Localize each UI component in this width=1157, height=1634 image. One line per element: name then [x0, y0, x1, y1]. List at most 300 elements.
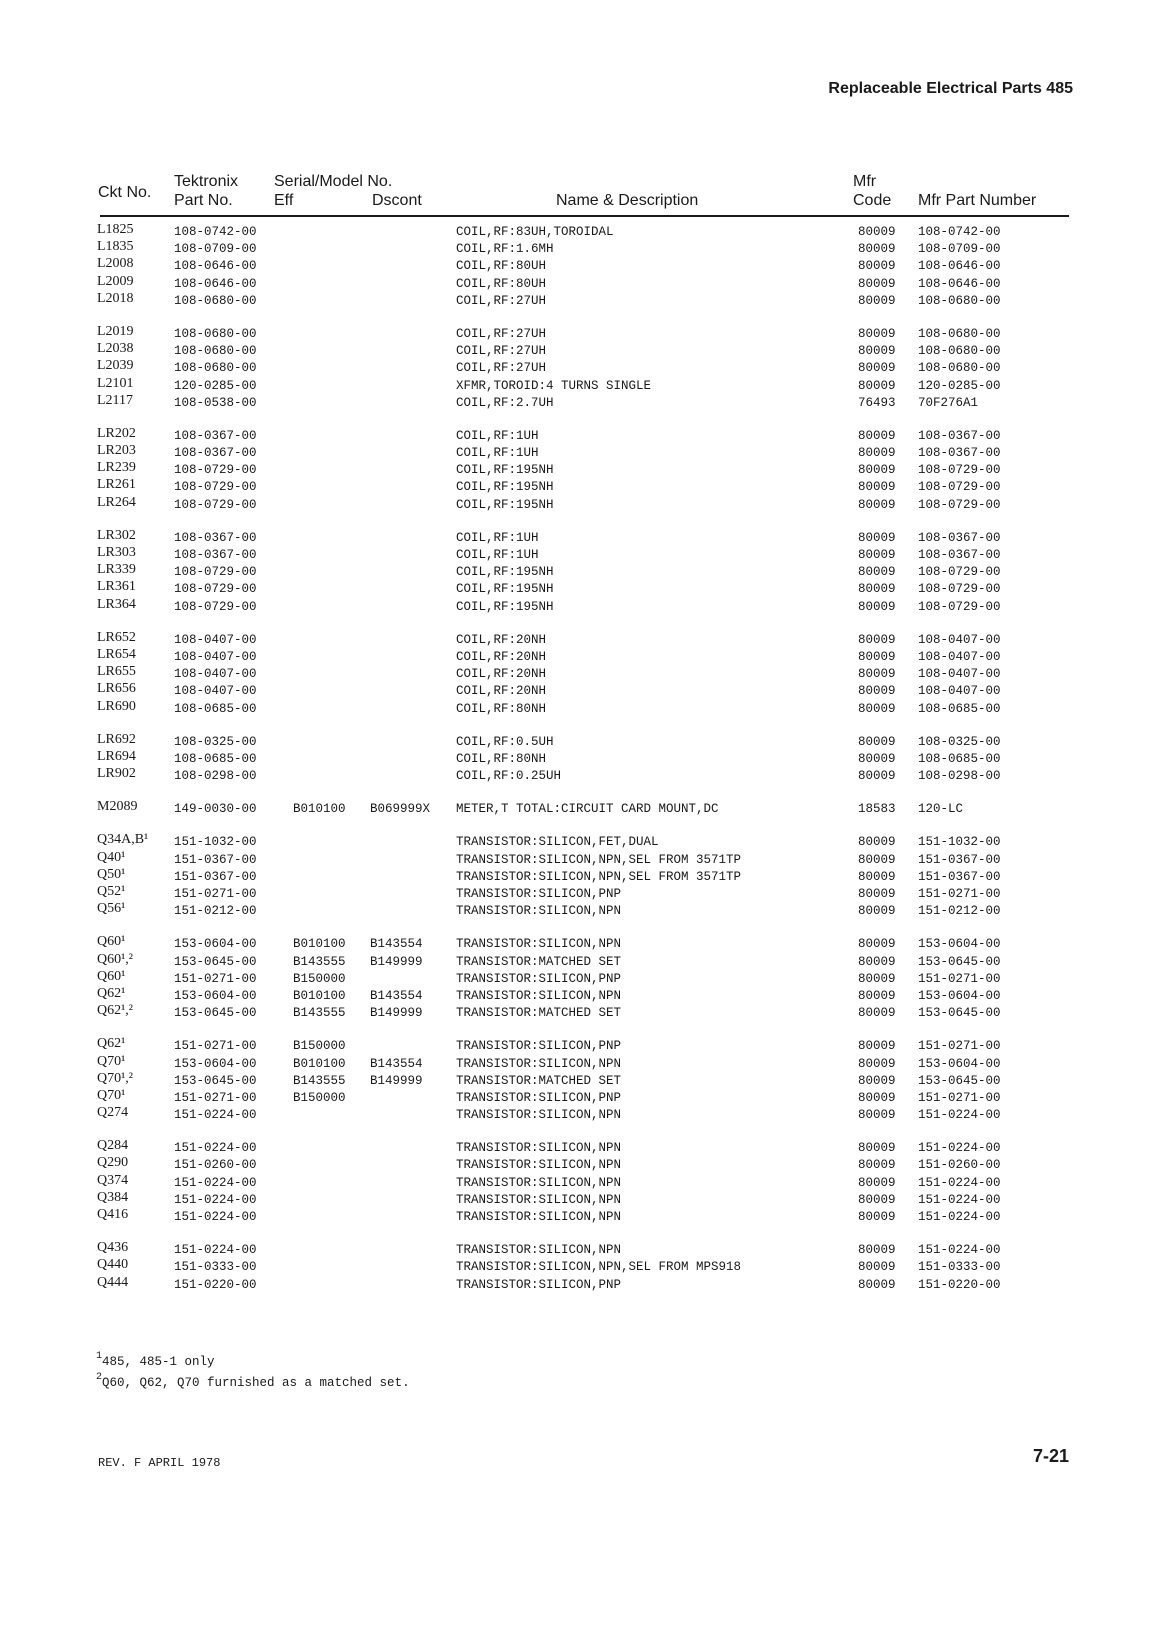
- cell-name-description: TRANSISTOR:MATCHED SET: [456, 954, 622, 969]
- parts-group: [0, 731, 1157, 786]
- parts-group: [0, 834, 1157, 920]
- cell-name-description: TRANSISTOR:SILICON,NPN,SEL FROM 3571TP: [456, 869, 742, 884]
- parts-group: [0, 224, 1157, 310]
- cell-mfr-part-number: 108-0367-00: [918, 548, 1001, 562]
- cell-name-description: COIL,RF:195NH: [456, 565, 554, 580]
- cell-serial-eff: B010100: [293, 1056, 346, 1071]
- cell-name-description: TRANSISTOR:SILICON,NPN: [456, 1108, 622, 1123]
- cell-mfr-part-number: 151-0260-00: [918, 1158, 1001, 1173]
- cell-mfr-code: 80009: [858, 1039, 896, 1054]
- cell-name-description: TRANSISTOR:SILICON,NPN: [456, 1158, 622, 1173]
- table-row: [0, 629, 1157, 649]
- cell-ckt-no: Q60¹: [97, 934, 126, 950]
- cell-ckt-no: Q436: [97, 1240, 129, 1256]
- cell-tek-part-no: 151-0224-00: [174, 1192, 257, 1207]
- table-row: [0, 360, 1157, 377]
- cell-tek-part-no: 151-0224-00: [174, 1141, 257, 1156]
- cell-mfr-code: 80009: [858, 904, 896, 919]
- table-row: [0, 985, 1157, 1005]
- cell-mfr-part-number: 153-0604-00: [918, 988, 1001, 1003]
- cell-name-description: TRANSISTOR:SILICON,PNP: [456, 971, 622, 986]
- cell-mfr-part-number: 151-0224-00: [918, 1141, 1001, 1156]
- cell-tek-part-no: 108-0407-00: [174, 632, 257, 647]
- table-row: [0, 748, 1157, 768]
- cell-name-description: COIL,RF:80UH: [456, 259, 547, 274]
- cell-tek-part-no: 108-0325-00: [174, 734, 257, 749]
- table-row: [0, 866, 1157, 886]
- cell-mfr-part-number: 108-0407-00: [918, 649, 1001, 664]
- cell-serial-dscont: B069999X: [370, 802, 431, 817]
- table-row: [0, 951, 1157, 971]
- parts-group: [0, 1038, 1157, 1124]
- cell-name-description: TRANSISTOR:SILICON,NPN: [456, 1192, 622, 1207]
- cell-serial-dscont: B143554: [370, 988, 423, 1003]
- cell-tek-part-no: 108-0680-00: [174, 361, 257, 376]
- cell-mfr-part-number: 108-0729-00: [918, 480, 1001, 495]
- cell-ckt-no: Q374: [97, 1172, 129, 1188]
- cell-mfr-code: 80009: [858, 684, 896, 699]
- cell-mfr-code: 80009: [858, 361, 896, 376]
- cell-tek-part-no: 108-0729-00: [174, 497, 257, 512]
- cell-name-description: COIL,RF:1UH: [456, 446, 539, 461]
- cell-mfr-code: 80009: [858, 1108, 896, 1123]
- cell-mfr-code: 76493: [858, 395, 896, 410]
- col-part-no: Part No.: [174, 192, 233, 209]
- cell-ckt-no: LR202: [97, 425, 136, 441]
- cell-mfr-part-number: 151-0224-00: [918, 1108, 1001, 1123]
- cell-mfr-part-number: 151-0224-00: [918, 1243, 1001, 1258]
- cell-tek-part-no: 108-0407-00: [174, 684, 257, 699]
- cell-mfr-part-number: 108-0685-00: [918, 751, 1001, 766]
- cell-mfr-part-number: 153-0645-00: [918, 1073, 1001, 1088]
- cell-ckt-no: Q62¹: [97, 985, 126, 1001]
- cell-serial-dscont: B143554: [370, 1056, 423, 1071]
- col-ckt-no: Ckt No.: [98, 184, 152, 201]
- parts-group: [0, 425, 1157, 514]
- cell-mfr-part-number: 108-0680-00: [918, 344, 1001, 359]
- table-row: [0, 494, 1157, 514]
- cell-ckt-no: Q284: [97, 1138, 129, 1154]
- cell-ckt-no: Q52¹: [97, 884, 126, 899]
- table-row: [0, 1157, 1157, 1174]
- cell-mfr-code: 80009: [858, 446, 896, 461]
- cell-tek-part-no: 151-0271-00: [174, 971, 257, 986]
- table-row: [0, 1005, 1157, 1022]
- cell-mfr-code: 80009: [858, 428, 896, 443]
- cell-mfr-part-number: 108-0407-00: [918, 667, 1001, 682]
- cell-name-description: TRANSISTOR:SILICON,NPN,SEL FROM 3571TP: [456, 852, 742, 867]
- table-row: [0, 849, 1157, 869]
- cell-name-description: COIL,RF:27UH: [456, 326, 547, 341]
- cell-ckt-no: LR694: [97, 748, 136, 764]
- cell-mfr-part-number: 108-0729-00: [918, 565, 1001, 580]
- table-row: [0, 801, 1157, 818]
- cell-tek-part-no: 108-0742-00: [174, 225, 257, 239]
- cell-mfr-part-number: 108-0680-00: [918, 361, 1001, 376]
- table-row: [0, 968, 1157, 988]
- cell-tek-part-no: 108-0729-00: [174, 599, 257, 614]
- cell-tek-part-no: 153-0604-00: [174, 988, 257, 1003]
- cell-mfr-code: 80009: [858, 649, 896, 664]
- cell-name-description: COIL,RF:195NH: [456, 480, 554, 495]
- cell-name-description: TRANSISTOR:SILICON,PNP: [456, 1090, 622, 1105]
- cell-mfr-code: 80009: [858, 988, 896, 1003]
- cell-tek-part-no: 108-0367-00: [174, 428, 257, 443]
- cell-ckt-no: L2117: [97, 392, 134, 408]
- parts-group: [0, 1140, 1157, 1226]
- cell-mfr-part-number: 108-0742-00: [918, 225, 1001, 239]
- cell-name-description: XFMR,TOROID:4 TURNS SINGLE: [456, 378, 652, 393]
- cell-tek-part-no: 108-0680-00: [174, 326, 257, 341]
- cell-mfr-code: 80009: [858, 852, 896, 867]
- cell-mfr-code: 80009: [858, 1158, 896, 1173]
- cell-ckt-no: Q50¹: [97, 866, 126, 882]
- cell-mfr-code: 80009: [858, 769, 896, 784]
- cell-name-description: COIL,RF:20NH: [456, 667, 547, 682]
- cell-ckt-no: Q290: [97, 1155, 129, 1171]
- cell-ckt-no: LR364: [97, 596, 136, 612]
- cell-mfr-code: 80009: [858, 344, 896, 359]
- cell-tek-part-no: 108-0680-00: [174, 293, 257, 308]
- table-row: [0, 646, 1157, 666]
- parts-group: [0, 629, 1157, 718]
- cell-tek-part-no: 151-0367-00: [174, 852, 257, 867]
- cell-serial-eff: B150000: [293, 1090, 346, 1105]
- cell-name-description: COIL,RF:27UH: [456, 344, 547, 359]
- col-tektronix-label: Tektronix: [174, 173, 239, 190]
- cell-ckt-no: Q70¹: [97, 1087, 126, 1103]
- cell-ckt-no: Q62¹: [97, 1036, 126, 1052]
- cell-serial-eff: B150000: [293, 1039, 346, 1054]
- cell-ckt-no: LR302: [97, 527, 136, 543]
- cell-name-description: COIL,RF:195NH: [456, 599, 554, 614]
- col-serial-model: Serial/Model No.: [274, 173, 393, 190]
- parts-group: [0, 323, 1157, 412]
- table-row: [0, 343, 1157, 360]
- cell-tek-part-no: 108-0367-00: [174, 548, 257, 562]
- cell-mfr-code: 80009: [858, 1090, 896, 1105]
- cell-ckt-no: Q70¹: [97, 1053, 126, 1069]
- cell-mfr-part-number: 153-0645-00: [918, 954, 1001, 969]
- cell-ckt-no: LR692: [97, 731, 136, 747]
- cell-ckt-no: LR261: [97, 477, 136, 493]
- cell-name-description: COIL,RF:80NH: [456, 701, 547, 716]
- cell-mfr-code: 80009: [858, 326, 896, 341]
- cell-mfr-code: 80009: [858, 480, 896, 495]
- table-row: [0, 666, 1157, 683]
- cell-name-description: COIL,RF:20NH: [456, 649, 547, 664]
- cell-mfr-part-number: 108-0729-00: [918, 497, 1001, 512]
- cell-mfr-part-number: 151-0271-00: [918, 1090, 1001, 1105]
- cell-mfr-code: 80009: [858, 276, 896, 291]
- cell-mfr-part-number: 120-LC: [918, 802, 964, 817]
- table-row: [0, 1140, 1157, 1157]
- cell-tek-part-no: 149-0030-00: [174, 802, 257, 817]
- cell-mfr-code: 80009: [858, 1243, 896, 1258]
- cell-mfr-code: 80009: [858, 463, 896, 478]
- cell-ckt-no: Q384: [97, 1189, 129, 1205]
- table-row: [0, 462, 1157, 479]
- cell-name-description: COIL,RF:195NH: [456, 497, 554, 512]
- footnote-2: [96, 1371, 410, 1392]
- cell-ckt-no: Q274: [97, 1105, 129, 1121]
- revision-note: REV. F APRIL 1978: [98, 1456, 221, 1470]
- cell-mfr-code: 80009: [858, 1277, 896, 1292]
- cell-mfr-part-number: 151-0271-00: [918, 887, 1001, 901]
- cell-mfr-part-number: 108-0729-00: [918, 463, 1001, 478]
- cell-mfr-code: 80009: [858, 548, 896, 562]
- cell-tek-part-no: 153-0604-00: [174, 1056, 257, 1071]
- table-row: [0, 886, 1157, 903]
- parts-group: [0, 527, 1157, 616]
- cell-ckt-no: LR203: [97, 443, 136, 459]
- table-row: [0, 290, 1157, 310]
- cell-tek-part-no: 151-1032-00: [174, 835, 257, 850]
- table-row: [0, 1172, 1157, 1192]
- cell-ckt-no: L2038: [97, 341, 134, 357]
- table-row: [0, 392, 1157, 412]
- cell-name-description: COIL,RF:195NH: [456, 582, 554, 597]
- cell-ckt-no: L2008: [97, 256, 134, 272]
- cell-mfr-part-number: 108-0407-00: [918, 684, 1001, 699]
- cell-name-description: TRANSISTOR:SILICON,NPN: [456, 988, 622, 1003]
- cell-name-description: TRANSISTOR:SILICON,NPN: [456, 937, 622, 952]
- cell-name-description: COIL,RF:80NH: [456, 751, 547, 766]
- cell-ckt-no: LR361: [97, 579, 136, 595]
- page-number: 7-21: [1032, 1446, 1069, 1466]
- cell-ckt-no: Q40¹: [97, 849, 126, 865]
- cell-name-description: TRANSISTOR:SILICON,NPN: [456, 1175, 622, 1190]
- footnotes: [96, 1350, 410, 1392]
- cell-tek-part-no: 108-0538-00: [174, 395, 257, 410]
- cell-name-description: TRANSISTOR:SILICON,PNP: [456, 1277, 622, 1292]
- cell-ckt-no: Q34A,B¹: [97, 832, 149, 848]
- cell-mfr-code: 80009: [858, 632, 896, 647]
- cell-tek-part-no: 153-0645-00: [174, 1073, 257, 1088]
- cell-ckt-no: Q444: [97, 1274, 129, 1290]
- cell-name-description: TRANSISTOR:SILICON,FET,DUAL: [456, 835, 659, 850]
- cell-name-description: COIL,RF:83UH,TOROIDAL: [456, 225, 614, 239]
- cell-ckt-no: LR303: [97, 545, 136, 560]
- cell-tek-part-no: 108-0729-00: [174, 565, 257, 580]
- cell-tek-part-no: 151-0224-00: [174, 1108, 257, 1123]
- cell-mfr-part-number: 151-0333-00: [918, 1260, 1001, 1275]
- cell-mfr-code: 80009: [858, 751, 896, 766]
- cell-tek-part-no: 153-0645-00: [174, 1006, 257, 1021]
- cell-mfr-part-number: 151-0224-00: [918, 1175, 1001, 1190]
- cell-tek-part-no: 151-0271-00: [174, 1090, 257, 1105]
- page-header-title: Replaceable Electrical Parts 485: [828, 80, 1073, 97]
- table-row: [0, 1087, 1157, 1107]
- cell-ckt-no: M2089: [97, 799, 138, 815]
- cell-mfr-code: 80009: [858, 378, 896, 393]
- cell-tek-part-no: 108-0298-00: [174, 769, 257, 784]
- cell-name-description: TRANSISTOR:SILICON,PNP: [456, 887, 622, 901]
- table-row: [0, 1274, 1157, 1294]
- cell-name-description: COIL,RF:27UH: [456, 361, 547, 376]
- cell-mfr-part-number: 120-0285-00: [918, 378, 1001, 393]
- table-row: [0, 936, 1157, 953]
- cell-mfr-code: 80009: [858, 667, 896, 682]
- cell-name-description: COIL,RF:0.5UH: [456, 734, 554, 749]
- cell-name-description: COIL,RF:195NH: [456, 463, 554, 478]
- cell-tek-part-no: 108-0646-00: [174, 276, 257, 291]
- table-row: [0, 596, 1157, 616]
- cell-tek-part-no: 151-0367-00: [174, 869, 257, 884]
- cell-name-description: COIL,RF:80UH: [456, 276, 547, 291]
- cell-serial-dscont: B149999: [370, 1073, 423, 1088]
- footnote-2-text: Q60, Q62, Q70 furnished as a matched set.: [102, 1376, 410, 1391]
- cell-mfr-part-number: 108-0367-00: [918, 446, 1001, 461]
- cell-mfr-part-number: 70F276A1: [918, 395, 979, 410]
- cell-tek-part-no: 108-0407-00: [174, 649, 257, 664]
- cell-serial-eff: B143555: [293, 1006, 346, 1021]
- cell-mfr-code: 80009: [858, 1192, 896, 1207]
- cell-mfr-code: 80009: [858, 734, 896, 749]
- cell-mfr-code: 80009: [858, 293, 896, 308]
- cell-tek-part-no: 151-0224-00: [174, 1243, 257, 1258]
- cell-name-description: METER,T TOTAL:CIRCUIT CARD MOUNT,DC: [456, 802, 719, 817]
- cell-name-description: TRANSISTOR:SILICON,PNP: [456, 1039, 622, 1054]
- cell-mfr-part-number: 108-0709-00: [918, 242, 1001, 257]
- cell-mfr-part-number: 151-0224-00: [918, 1192, 1001, 1207]
- cell-mfr-part-number: 108-0367-00: [918, 428, 1001, 443]
- cell-mfr-code: 80009: [858, 497, 896, 512]
- cell-mfr-code: 80009: [858, 1056, 896, 1071]
- cell-name-description: TRANSISTOR:SILICON,NPN: [456, 1243, 622, 1258]
- cell-name-description: TRANSISTOR:SILICON,NPN: [456, 904, 622, 919]
- cell-mfr-code: 80009: [858, 971, 896, 986]
- cell-serial-eff: B010100: [293, 802, 346, 817]
- col-mfr-code: Code: [853, 192, 892, 209]
- cell-ckt-no: LR652: [97, 629, 136, 645]
- cell-tek-part-no: 108-0407-00: [174, 667, 257, 682]
- cell-tek-part-no: 108-0709-00: [174, 242, 257, 257]
- cell-mfr-part-number: 151-0271-00: [918, 971, 1001, 986]
- cell-serial-eff: B010100: [293, 988, 346, 1003]
- cell-ckt-no: L2018: [97, 290, 134, 306]
- table-row: [0, 1209, 1157, 1226]
- cell-mfr-code: 80009: [858, 1141, 896, 1156]
- footnote-1: [96, 1350, 410, 1371]
- cell-tek-part-no: 108-0729-00: [174, 463, 257, 478]
- table-row: [0, 273, 1157, 293]
- cell-ckt-no: LR264: [97, 494, 136, 510]
- cell-mfr-part-number: 108-0680-00: [918, 293, 1001, 308]
- cell-ckt-no: Q56¹: [97, 901, 126, 917]
- cell-name-description: COIL,RF:1.6MH: [456, 242, 554, 257]
- cell-ckt-no: LR690: [97, 698, 136, 714]
- cell-mfr-part-number: 151-0271-00: [918, 1039, 1001, 1054]
- cell-mfr-part-number: 108-0685-00: [918, 701, 1001, 716]
- cell-serial-eff: B143555: [293, 1073, 346, 1088]
- table-row: [0, 731, 1157, 751]
- cell-mfr-code: 80009: [858, 937, 896, 952]
- cell-mfr-code: 80009: [858, 1260, 896, 1275]
- cell-mfr-part-number: 108-0325-00: [918, 734, 1001, 749]
- parts-group: [0, 936, 1157, 1022]
- cell-ckt-no: Q440: [97, 1257, 129, 1273]
- cell-tek-part-no: 151-0271-00: [174, 1039, 257, 1054]
- cell-mfr-part-number: 108-0729-00: [918, 599, 1001, 614]
- cell-ckt-no: L2009: [97, 273, 134, 289]
- cell-mfr-code: 80009: [858, 599, 896, 614]
- table-row: [0, 547, 1157, 564]
- table-row: [0, 1053, 1157, 1073]
- cell-mfr-code: 80009: [858, 1210, 896, 1224]
- cell-ckt-no: L2039: [97, 358, 134, 374]
- cell-tek-part-no: 151-0224-00: [174, 1175, 257, 1190]
- cell-mfr-part-number: 153-0604-00: [918, 1056, 1001, 1071]
- table-row: [0, 1242, 1157, 1259]
- cell-tek-part-no: 108-0729-00: [174, 582, 257, 597]
- cell-tek-part-no: 153-0645-00: [174, 954, 257, 969]
- cell-mfr-part-number: 153-0604-00: [918, 937, 1001, 952]
- table-row: [0, 683, 1157, 700]
- cell-name-description: TRANSISTOR:MATCHED SET: [456, 1073, 622, 1088]
- cell-ckt-no: Q60¹: [97, 968, 126, 984]
- table-row: [0, 241, 1157, 258]
- cell-ckt-no: Q62¹,²: [97, 1003, 134, 1019]
- cell-mfr-part-number: 108-0646-00: [918, 276, 1001, 291]
- footnote-1-text: 485, 485-1 only: [102, 1355, 215, 1370]
- footnote-1-mark: 1: [96, 1351, 103, 1362]
- cell-ckt-no: Q70¹,²: [97, 1070, 134, 1086]
- col-name-description: Name & Description: [556, 192, 699, 209]
- table-row: [0, 1070, 1157, 1090]
- col-eff: Eff: [274, 192, 294, 209]
- cell-name-description: COIL,RF:1UH: [456, 530, 539, 545]
- cell-name-description: TRANSISTOR:SILICON,NPN,SEL FROM MPS918: [456, 1260, 742, 1275]
- cell-mfr-part-number: 151-1032-00: [918, 835, 1001, 850]
- cell-tek-part-no: 108-0646-00: [174, 259, 257, 274]
- cell-mfr-code: 18583: [858, 802, 896, 817]
- cell-mfr-part-number: 108-0680-00: [918, 326, 1001, 341]
- cell-name-description: COIL,RF:1UH: [456, 428, 539, 443]
- cell-tek-part-no: 120-0285-00: [174, 378, 257, 393]
- cell-name-description: TRANSISTOR:SILICON,NPN: [456, 1141, 622, 1156]
- cell-serial-eff: B143555: [293, 954, 346, 969]
- table-row: [0, 323, 1157, 343]
- cell-mfr-part-number: 151-0367-00: [918, 869, 1001, 884]
- cell-mfr-part-number: 108-0407-00: [918, 632, 1001, 647]
- cell-tek-part-no: 151-0333-00: [174, 1260, 257, 1275]
- cell-mfr-part-number: 108-0729-00: [918, 582, 1001, 597]
- table-row: [0, 1189, 1157, 1209]
- table-row: [0, 1259, 1157, 1276]
- table-row: [0, 1038, 1157, 1055]
- cell-mfr-part-number: 151-0220-00: [918, 1277, 1001, 1292]
- cell-ckt-no: LR655: [97, 664, 136, 680]
- cell-ckt-no: Q60¹,²: [97, 951, 134, 967]
- cell-tek-part-no: 151-0271-00: [174, 887, 257, 901]
- cell-mfr-code: 80009: [858, 582, 896, 597]
- cell-name-description: COIL,RF:2.7UH: [456, 395, 554, 410]
- cell-mfr-code: 80009: [858, 954, 896, 969]
- cell-mfr-part-number: 151-0367-00: [918, 852, 1001, 867]
- cell-ckt-no: L1835: [97, 239, 134, 255]
- cell-mfr-part-number: 151-0212-00: [918, 904, 1001, 919]
- cell-mfr-code: 80009: [858, 530, 896, 545]
- cell-mfr-part-number: 108-0298-00: [918, 769, 1001, 784]
- cell-tek-part-no: 108-0680-00: [174, 344, 257, 359]
- cell-mfr-part-number: 108-0646-00: [918, 259, 1001, 274]
- cell-serial-eff: B010100: [293, 937, 346, 952]
- cell-tek-part-no: 151-0220-00: [174, 1277, 257, 1292]
- cell-ckt-no: LR339: [97, 562, 136, 578]
- cell-ckt-no: LR656: [97, 681, 136, 697]
- table-row: [0, 527, 1157, 547]
